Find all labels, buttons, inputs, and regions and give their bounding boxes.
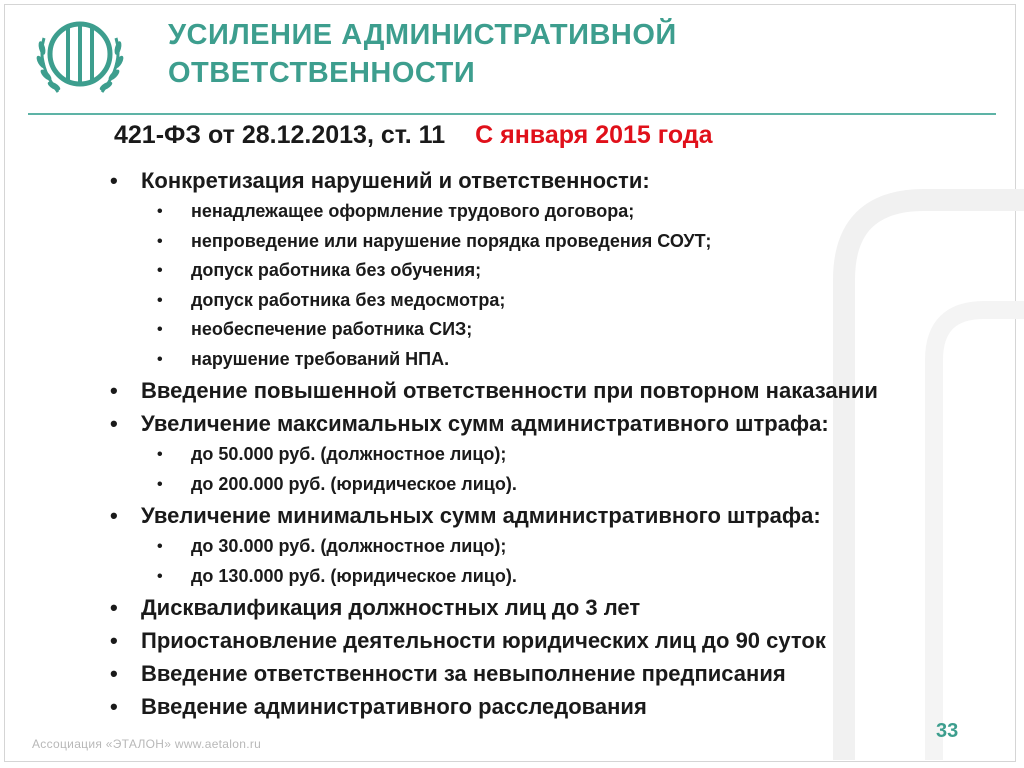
- law-reference: 421-ФЗ от 28.12.2013, ст. 11: [114, 121, 446, 149]
- bullet-dot-icon: •: [110, 661, 118, 686]
- sub-bullet-text: ненадлежащее оформление трудового договора;: [191, 201, 635, 221]
- page-number: 33: [936, 720, 959, 742]
- bullet-item: [106, 164, 986, 374]
- sub-bullet-item: [141, 345, 986, 375]
- sub-bullet-text: допуск работника без обучения;: [191, 260, 482, 280]
- bullet-item: [106, 499, 986, 591]
- bullet-text: Конкретизация нарушений и ответственности:: [141, 168, 650, 193]
- bullet-list: [106, 164, 986, 723]
- bullet-dot-icon: •: [157, 475, 163, 493]
- sub-bullet-item: [141, 286, 986, 316]
- bullet-dot-icon: •: [110, 411, 118, 436]
- bullet-dot-icon: •: [110, 168, 118, 193]
- sub-bullet-item: [141, 256, 986, 286]
- title-divider: [28, 113, 996, 115]
- bullet-dot-icon: •: [110, 628, 118, 653]
- bullet-text: Увеличение минимальных сумм административного штрафа:: [141, 503, 821, 528]
- bullet-item: [106, 591, 986, 624]
- bullet-text: Введение административного расследования: [141, 694, 647, 719]
- bullet-dot-icon: •: [157, 446, 163, 463]
- sub-bullet-item: [141, 532, 986, 562]
- bullet-dot-icon: •: [110, 694, 118, 719]
- sub-bullet-item: [141, 470, 986, 500]
- subtitle: [114, 117, 713, 153]
- sub-bullet-item: [141, 227, 986, 257]
- bullet-item: [106, 407, 986, 499]
- effective-date: С января 2015 года: [475, 121, 713, 149]
- sub-bullet-list: [141, 440, 986, 499]
- sub-bullet-text: нарушение требований НПА.: [191, 348, 450, 369]
- slide-title: [168, 16, 677, 92]
- bullet-dot-icon: •: [157, 291, 163, 309]
- bullet-text: Приостановление деятельности юридических лиц до 90 суток: [141, 628, 826, 653]
- bullet-dot-icon: •: [157, 350, 163, 368]
- bullet-dot-icon: •: [157, 262, 163, 279]
- slide-title-line1: УСИЛЕНИЕ АДМИНИСТРАТИВНОЙ: [168, 19, 677, 51]
- sub-bullet-text: непроведение или нарушение порядка проведения СОУТ;: [191, 230, 712, 251]
- sub-bullet-text: необеспечение работника СИЗ;: [191, 319, 473, 339]
- etalon-logo-icon: [24, 8, 136, 108]
- bullet-dot-icon: •: [157, 203, 163, 220]
- sub-bullet-text: до 200.000 руб. (юридическое лицо).: [191, 473, 517, 494]
- bullet-text: Введение ответственности за невыполнение предписания: [141, 661, 786, 686]
- bullet-item: [106, 657, 986, 690]
- sub-bullet-list: [141, 532, 986, 591]
- sub-bullet-text: до 30.000 руб. (должностное лицо);: [191, 536, 507, 556]
- bullet-dot-icon: •: [157, 232, 163, 250]
- sub-bullet-item: [141, 440, 986, 470]
- bullet-item: [106, 624, 986, 657]
- sub-bullet-text: до 50.000 руб. (должностное лицо);: [191, 444, 507, 464]
- sub-bullet-item: [141, 315, 986, 345]
- slide-title-line2: ОТВЕТСТВЕННОСТИ: [168, 57, 476, 89]
- bullet-dot-icon: •: [157, 321, 163, 338]
- bullet-dot-icon: •: [157, 567, 163, 585]
- footer-text: Ассоциация «ЭТАЛОН» www.aetalon.ru: [32, 737, 262, 751]
- sub-bullet-list: [141, 197, 986, 374]
- sub-bullet-text: допуск работника без медосмотра;: [191, 289, 506, 310]
- sub-bullet-text: до 130.000 руб. (юридическое лицо).: [191, 565, 517, 586]
- bullet-text: Дисквалификация должностных лиц до 3 лет: [141, 595, 641, 620]
- sub-bullet-item: [141, 197, 986, 227]
- bullet-text: Введение повышенной ответственности при повторном наказании: [141, 378, 878, 403]
- bullet-item: [106, 690, 986, 723]
- bullet-item: [106, 374, 986, 407]
- bullet-dot-icon: •: [110, 595, 118, 620]
- bullet-text: Увеличение максимальных сумм административного штрафа:: [141, 411, 829, 436]
- sub-bullet-item: [141, 562, 986, 592]
- bullet-dot-icon: •: [110, 503, 118, 528]
- bullet-dot-icon: •: [110, 378, 118, 403]
- bullet-dot-icon: •: [157, 538, 163, 555]
